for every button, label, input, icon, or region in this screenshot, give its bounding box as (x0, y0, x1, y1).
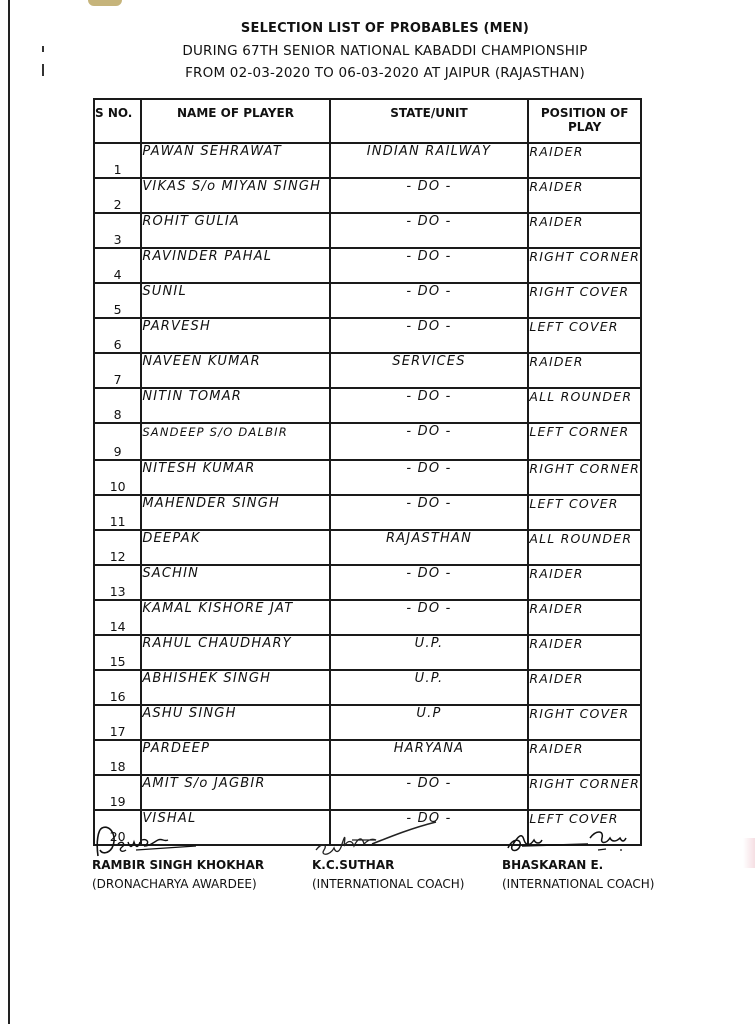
document-title: SELECTION LIST OF PROBABLES (MEN) (240, 21, 530, 36)
signatory (312, 820, 464, 891)
player-name: NAVEEN KUMAR (141, 353, 329, 388)
player-state: U.P (330, 705, 529, 740)
player-name: VISHAL (141, 810, 329, 845)
player-position: RAIDER (528, 600, 641, 635)
player-position: RAIDER (528, 143, 641, 178)
signature-block (92, 820, 662, 900)
player-name: DEEPAK (141, 530, 329, 565)
table-row (94, 565, 641, 600)
table-row (94, 423, 641, 460)
table-row (94, 213, 641, 248)
document-header (120, 18, 650, 84)
row-number: 20 (94, 810, 141, 845)
row-number: 1 (94, 143, 141, 178)
margin-mark (42, 46, 44, 82)
handwritten-signature-icon (312, 820, 464, 858)
player-name: RAHUL CHAUDHARY (141, 635, 329, 670)
row-number: 9 (94, 423, 141, 460)
signatory-role: (DRONACHARYA AWARDEE) (92, 877, 257, 891)
player-position: ALL ROUNDER (528, 530, 641, 565)
column-header-state: STATE/UNIT (330, 99, 529, 143)
player-state: - DO - (330, 178, 529, 213)
row-number: 2 (94, 178, 141, 213)
row-number: 10 (94, 460, 141, 495)
player-name: NITESH KUMAR (141, 460, 329, 495)
player-state: - DO - (330, 775, 529, 810)
player-position: RAIDER (528, 670, 641, 705)
player-name: SACHIN (141, 565, 329, 600)
signatory-role: (INTERNATIONAL COACH) (502, 877, 655, 891)
row-number: 12 (94, 530, 141, 565)
column-header-sno: S NO. (94, 99, 141, 143)
player-state: - DO - (330, 460, 529, 495)
player-state: - DO - (330, 318, 529, 353)
player-state: INDIAN RAILWAY (330, 143, 529, 178)
player-name: SANDEEP S/O DALBIR (141, 423, 329, 460)
player-position: RAIDER (528, 178, 641, 213)
player-position: RAIDER (528, 635, 641, 670)
row-number: 14 (94, 600, 141, 635)
table-row (94, 670, 641, 705)
paper-stain (88, 0, 122, 6)
table-row (94, 495, 641, 530)
table-row (94, 530, 641, 565)
table-row (94, 143, 641, 178)
table-row (94, 388, 641, 423)
player-name: VIKAS S/o MIYAN SINGH (141, 178, 329, 213)
player-position: RIGHT COVER (528, 283, 641, 318)
player-name: NITIN TOMAR (141, 388, 329, 423)
row-number: 7 (94, 353, 141, 388)
player-name: RAVINDER PAHAL (141, 248, 329, 283)
player-name: PARDEEP (141, 740, 329, 775)
player-position: LEFT COVER (528, 318, 641, 353)
signatory (92, 820, 264, 891)
table-row (94, 248, 641, 283)
table-row (94, 353, 641, 388)
player-position: LEFT CORNER (528, 423, 641, 460)
paper-edge-shadow (8, 0, 10, 1024)
signatory-name: K.C.SUTHAR (312, 858, 395, 872)
player-name: ROHIT GULIA (141, 213, 329, 248)
player-position: RIGHT CORNER (528, 775, 641, 810)
player-state: - DO - (330, 283, 529, 318)
player-position: RAIDER (528, 213, 641, 248)
player-name: KAMAL KISHORE JAT (141, 600, 329, 635)
player-state: - DO - (330, 423, 529, 460)
player-position: RIGHT CORNER (528, 248, 641, 283)
table-row (94, 178, 641, 213)
player-position: RIGHT COVER (528, 705, 641, 740)
player-state: - DO - (330, 600, 529, 635)
player-position: RAIDER (528, 353, 641, 388)
column-header-name: NAME OF PLAYER (141, 99, 329, 143)
table-row (94, 635, 641, 670)
row-number: 4 (94, 248, 141, 283)
player-name: ABHISHEK SINGH (141, 670, 329, 705)
signatory-name: BHASKARAN E. (502, 858, 604, 872)
player-name: SUNIL (141, 283, 329, 318)
player-name: ASHU SINGH (141, 705, 329, 740)
player-state: U.P. (330, 635, 529, 670)
table-header-row (94, 99, 641, 143)
document-subtitle-event: DURING 67TH SENIOR NATIONAL KABADDI CHAMPIONSHIP (182, 43, 588, 59)
signatory-role: (INTERNATIONAL COACH) (312, 877, 465, 891)
table-row (94, 460, 641, 495)
signatory (502, 820, 654, 891)
row-number: 13 (94, 565, 141, 600)
player-position: RAIDER (528, 740, 641, 775)
player-state: - DO - (330, 565, 529, 600)
table-row (94, 775, 641, 810)
player-state: U.P. (330, 670, 529, 705)
document-subtitle-dates: FROM 02-03-2020 TO 06-03-2020 AT JAIPUR (RAJASTHAN) (185, 65, 585, 81)
row-number: 19 (94, 775, 141, 810)
player-name: AMIT S/o JAGBIR (141, 775, 329, 810)
handwritten-signature-icon (92, 820, 264, 858)
player-name: MAHENDER SINGH (141, 495, 329, 530)
player-position: RIGHT CORNER (528, 460, 641, 495)
player-name: PAWAN SEHRAWAT (141, 143, 329, 178)
table-row (94, 600, 641, 635)
player-state: - DO - (330, 810, 529, 845)
player-position: RAIDER (528, 565, 641, 600)
row-number: 18 (94, 740, 141, 775)
signatory-name: RAMBIR SINGH KHOKHAR (92, 858, 265, 872)
row-number: 6 (94, 318, 141, 353)
player-state: - DO - (330, 388, 529, 423)
player-position: LEFT COVER (528, 495, 641, 530)
player-position: LEFT COVER (528, 810, 641, 845)
row-number: 8 (94, 388, 141, 423)
table-row (94, 705, 641, 740)
paper-stain (743, 838, 755, 868)
row-number: 3 (94, 213, 141, 248)
row-number: 17 (94, 705, 141, 740)
player-state: - DO - (330, 248, 529, 283)
table-row (94, 318, 641, 353)
handwritten-signature-icon (502, 820, 654, 858)
player-state: - DO - (330, 213, 529, 248)
row-number: 5 (94, 283, 141, 318)
player-position: ALL ROUNDER (528, 388, 641, 423)
table-row (94, 740, 641, 775)
player-state: RAJASTHAN (330, 530, 529, 565)
row-number: 11 (94, 495, 141, 530)
player-state: SERVICES (330, 353, 529, 388)
player-state: - DO - (330, 495, 529, 530)
player-name: PARVESH (141, 318, 329, 353)
row-number: 16 (94, 670, 141, 705)
probables-table (93, 98, 642, 846)
row-number: 15 (94, 635, 141, 670)
player-state: HARYANA (330, 740, 529, 775)
column-header-position: POSITION OF PLAY (528, 99, 641, 143)
table-row (94, 283, 641, 318)
